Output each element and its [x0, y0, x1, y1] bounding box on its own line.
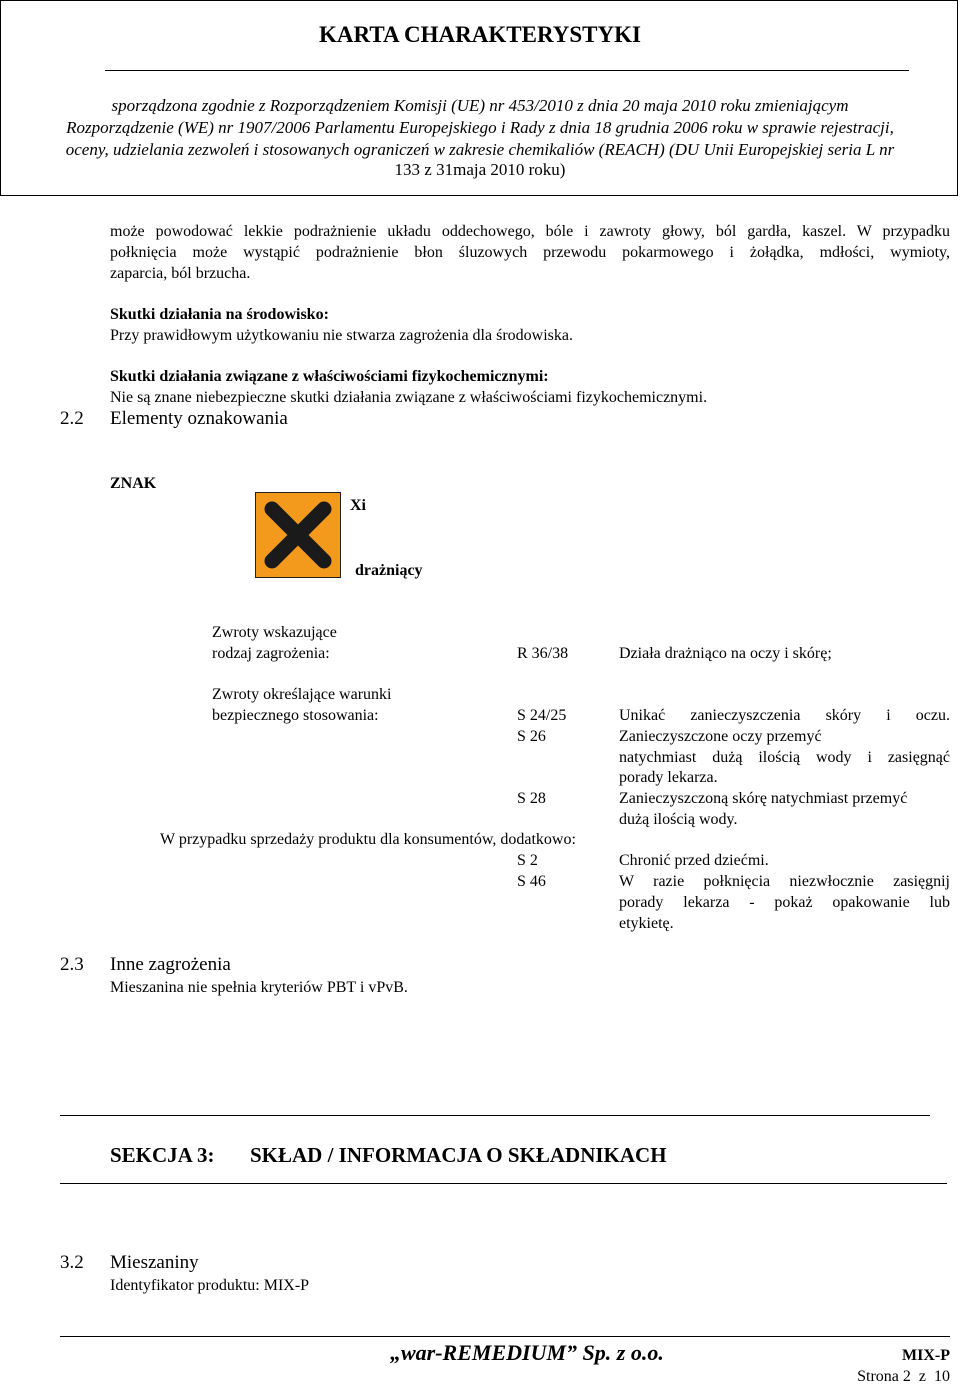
- safety-code-s2: S 2: [517, 852, 538, 869]
- safety-code-s26: S 26: [517, 728, 546, 745]
- header-line-2: Rozporządzenie (WE) nr 1907/2006 Parlamentu Europejskiego i Rady z dnia 18 grudnia 2006 roku w sprawie rejestracji,: [66, 118, 894, 137]
- safety-text-s46-line-3: etykietę.: [619, 915, 674, 932]
- safety-text-s28-line-2: dużą ilością wody.: [619, 811, 738, 828]
- safety-text-s28-line-1: Zanieczyszczoną skórę natychmiast przemyć: [619, 790, 908, 807]
- section-2-2-number: 2.2: [60, 408, 84, 429]
- safety-text-s46-line-2: porady lekarza - pokaż opakowanie lub: [619, 894, 950, 911]
- title-rule: [105, 70, 909, 71]
- safety-text-s26-line-3: porady lekarza.: [619, 769, 718, 786]
- health-effects-line-1: może powodować lekkie podrażnienie układu oddechowego, bóle i zawroty głowy, ból gardła, kaszel. W przypadku: [110, 223, 950, 240]
- header-line-3: oceny, udzielania zezwoleń i stosowanych ograniczeń w zakresie chemikaliów (REACH) (DU Unii Europejskiej seria L nr: [65, 140, 895, 159]
- document-title: KARTA CHARAKTERYSTYKI: [319, 22, 641, 47]
- phys-effects-text: Nie są znane niebezpieczne skutki działania związane z właściwościami fizykochemicznymi.: [110, 389, 708, 406]
- footer-product: MIX-P: [902, 1347, 950, 1364]
- safety-text-s24-25: Unikać zanieczyszczenia skóry i oczu.: [619, 707, 950, 724]
- env-effects-text: Przy prawidłowym użytkowaniu nie stwarza zagrożenia dla środowiska.: [110, 327, 573, 344]
- safety-label-2: bezpiecznego stosowania:: [212, 707, 379, 724]
- safety-text-s26-line-2: natychmiast dużą ilością wody i zasięgnąć: [619, 749, 950, 766]
- phys-effects-heading: Skutki działania związane z właściwościami fizykochemicznymi:: [110, 368, 549, 385]
- section-3-2-number: 3.2: [60, 1252, 84, 1273]
- footer-rule: [60, 1336, 950, 1337]
- harmful-cross-icon: [255, 492, 341, 578]
- consumer-note: W przypadku sprzedaży produktu dla konsumentów, dodatkowo:: [160, 831, 576, 848]
- safety-code-s46: S 46: [517, 873, 546, 890]
- hazard-label-1: Zwroty wskazujące: [212, 624, 337, 641]
- section-2-2-title: Elementy oznakowania: [110, 408, 288, 429]
- safety-code-s24-25: S 24/25: [517, 707, 567, 724]
- safety-text-s2: Chronić przed dziećmi.: [619, 852, 769, 869]
- safety-text-s26-line-1: Zanieczyszczone oczy przemyć: [619, 728, 822, 745]
- section-2-3-number: 2.3: [60, 954, 84, 975]
- section-3-title: SKŁAD / INFORMACJA O SKŁADNIKACH: [250, 1143, 667, 1167]
- hazard-text: Działa drażniąco na oczy i skórę;: [619, 645, 832, 662]
- hazard-code: R 36/38: [517, 645, 569, 662]
- safety-label-1: Zwroty określające warunki: [212, 686, 392, 703]
- sign-label: ZNAK: [110, 475, 157, 492]
- health-effects-line-2: połknięcia może wystąpić podrażnienie błon śluzowych przewodu pokarmowego i żołądka, mdłości, wymioty,: [110, 244, 950, 261]
- header-line-1: sporządzona zgodnie z Rozporządzeniem Komisji (UE) nr 453/2010 z dnia 20 maja 2010 roku zmieniającym: [111, 96, 849, 115]
- product-identifier: Identyfikator produktu: MIX-P: [110, 1277, 310, 1294]
- safety-text-s46-line-1: W razie połknięcia niezwłocznie zasięgnij: [619, 873, 950, 890]
- section-3-top-rule: [60, 1115, 930, 1116]
- section-3-2-title: Mieszaniny: [110, 1252, 199, 1273]
- section-3-bottom-rule: [60, 1183, 947, 1184]
- pictogram-code: Xi: [350, 497, 366, 514]
- section-2-3-title: Inne zagrożenia: [110, 954, 231, 975]
- safety-code-s28: S 28: [517, 790, 546, 807]
- pictogram-label: drażniący: [355, 562, 423, 579]
- header-line-4: 133 z 31maja 2010 roku): [394, 160, 566, 179]
- section-3-label: SEKCJA 3:: [110, 1143, 215, 1167]
- section-2-3-text: Mieszanina nie spełnia kryteriów PBT i vPvB.: [110, 979, 408, 996]
- footer-page-number: Strona 2 z 10: [857, 1368, 950, 1385]
- health-effects-line-3: zaparcia, ból brzucha.: [110, 265, 251, 282]
- footer-company: „war-REMEDIUM” Sp. z o.o.: [390, 1340, 664, 1365]
- env-effects-heading: Skutki działania na środowisko:: [110, 306, 329, 323]
- hazard-label-2: rodzaj zagrożenia:: [212, 645, 330, 662]
